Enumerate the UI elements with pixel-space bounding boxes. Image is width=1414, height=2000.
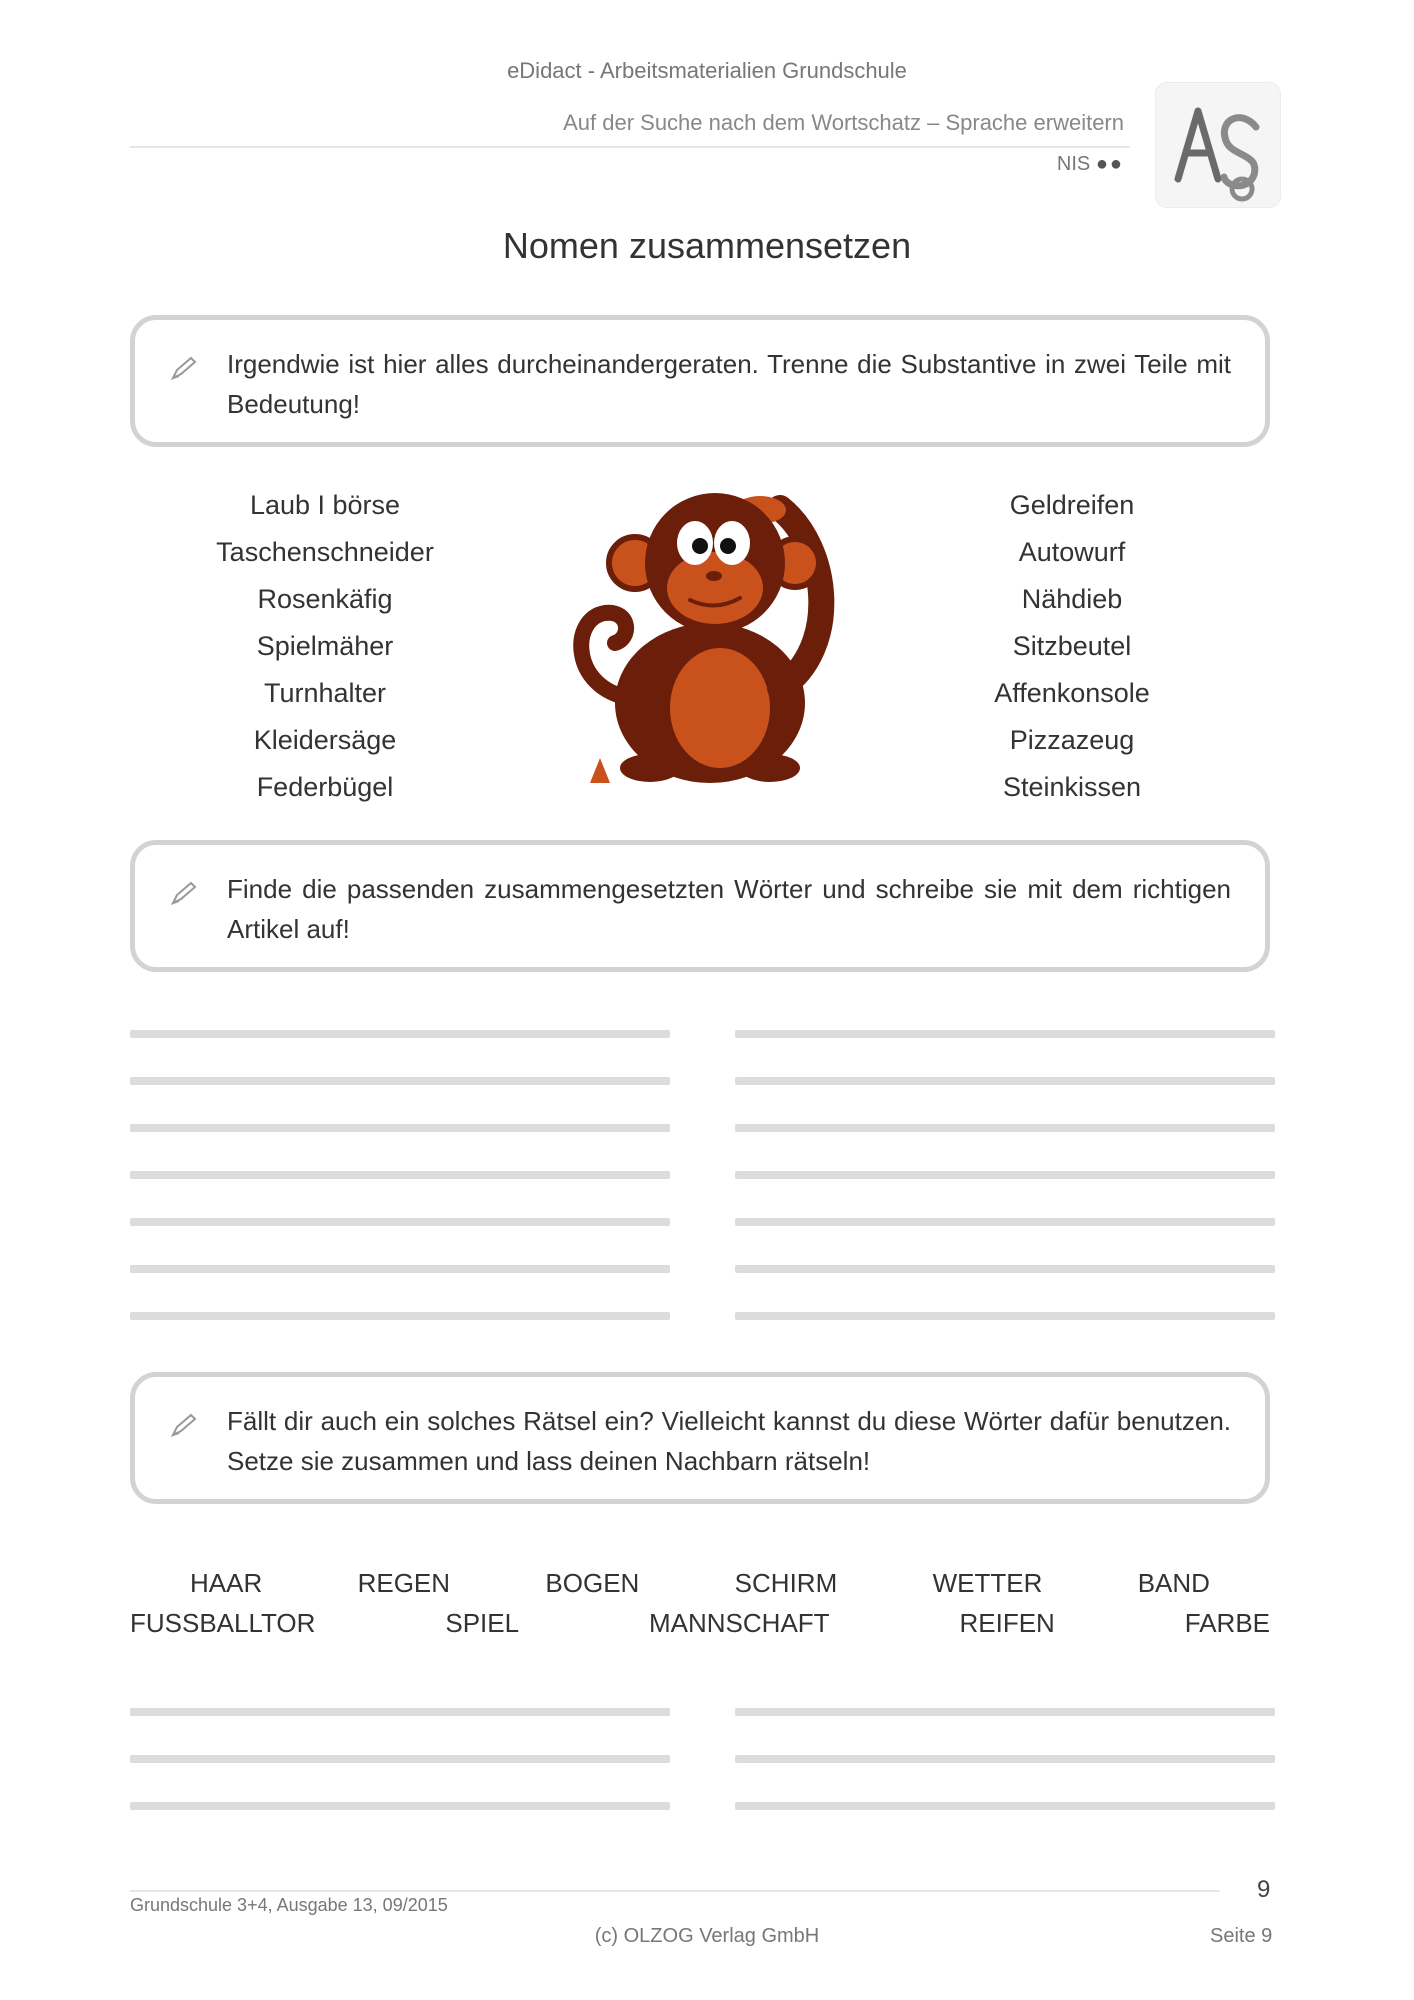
writing-line[interactable] <box>735 1077 1275 1085</box>
task-instruction-2: Finde die passenden zusammengesetzten Wörter und schreibe sie mit dem richtigen Artikel auf! <box>227 874 1231 944</box>
page-number: 9 <box>1257 1876 1271 1903</box>
writing-line[interactable] <box>735 1265 1275 1273</box>
pencil-icon <box>169 879 199 909</box>
word-item: Nähdieb <box>1021 584 1123 614</box>
task-box-1 <box>130 315 1270 447</box>
word-item: Laub I börse <box>249 490 401 520</box>
answer-lines-right <box>735 1030 1275 1359</box>
writing-line[interactable] <box>130 1802 670 1810</box>
copyright: (c) OLZOG Verlag GmbH <box>594 1925 820 1947</box>
writing-line[interactable] <box>130 1312 670 1320</box>
footer-divider <box>130 1890 1220 1892</box>
riddle-word: REGEN <box>357 1568 451 1598</box>
writing-line[interactable] <box>130 1030 670 1038</box>
riddle-word: WETTER <box>932 1568 1043 1598</box>
riddle-word: BOGEN <box>545 1568 640 1598</box>
word-item: Taschenschneider <box>216 537 434 567</box>
task-box-2 <box>130 840 1270 972</box>
riddle-word: SCHIRM <box>734 1568 838 1598</box>
word-item: Geldreifen <box>1009 490 1135 520</box>
publisher-logo <box>1155 82 1281 208</box>
answer-lines-left <box>130 1030 670 1359</box>
riddle-word: MANNSCHAFT <box>649 1608 830 1638</box>
task-instruction-1: Irgendwie ist hier alles durcheinandergeraten. Trenne die Substantive in zwei Teile mit Bedeutung! <box>227 349 1231 419</box>
page-title: Nomen zusammensetzen <box>502 225 912 266</box>
writing-line[interactable] <box>735 1124 1275 1132</box>
level-label: NIS <box>1056 153 1091 175</box>
monkey-icon <box>560 488 850 788</box>
writing-line[interactable] <box>735 1708 1275 1716</box>
word-item: Affenkonsole <box>994 678 1150 708</box>
word-item: Rosenkäfig <box>257 584 393 614</box>
riddle-word: HAAR <box>190 1568 263 1598</box>
riddle-word: REIFEN <box>959 1608 1055 1638</box>
writing-line[interactable] <box>130 1708 670 1716</box>
word-item: Sitzbeutel <box>1012 631 1132 661</box>
riddle-word: FARBE <box>1184 1608 1270 1638</box>
word-item: Turnhalter <box>263 678 387 708</box>
page-label: Seite 9 <box>1210 1925 1273 1947</box>
word-item: Spielmäher <box>256 631 394 661</box>
pencil-icon <box>169 1411 199 1441</box>
riddle-words-row-2 <box>130 1608 1270 1639</box>
publisher-line: eDidact - Arbeitsmaterialien Grundschule <box>507 58 907 83</box>
task-instruction-3: Fällt dir auch ein solches Rätsel ein? Vielleicht kannst du diese Wörter dafür benutzen. Setze sie zusammen und lass deinen Nachbarn rätseln! <box>227 1406 1231 1476</box>
writing-line[interactable] <box>130 1218 670 1226</box>
word-item: Steinkissen <box>1002 772 1142 802</box>
level-dots: ●● <box>1095 153 1124 175</box>
unit-subtitle: Auf der Suche nach dem Wortschatz – Sprache erweitern <box>563 110 1124 135</box>
writing-line[interactable] <box>735 1218 1275 1226</box>
writing-line[interactable] <box>130 1171 670 1179</box>
writing-line[interactable] <box>735 1802 1275 1810</box>
difficulty-level <box>1057 153 1124 176</box>
logo-icon <box>1156 83 1280 207</box>
writing-line[interactable] <box>130 1265 670 1273</box>
word-item: Kleidersäge <box>253 725 397 755</box>
pencil-icon <box>169 354 199 384</box>
edition-info: Grundschule 3+4, Ausgabe 13, 09/2015 <box>130 1895 448 1915</box>
monkey-illustration <box>560 488 850 788</box>
riddle-word: FUSSBALLTOR <box>130 1608 316 1638</box>
riddle-lines-left <box>130 1708 670 1849</box>
writing-line[interactable] <box>130 1077 670 1085</box>
scrambled-words-left <box>165 485 485 814</box>
task-box-3 <box>130 1372 1270 1504</box>
word-item: Federbügel <box>256 772 394 802</box>
scrambled-words-right <box>912 485 1232 814</box>
writing-line[interactable] <box>735 1755 1275 1763</box>
writing-line[interactable] <box>130 1755 670 1763</box>
writing-line[interactable] <box>735 1312 1275 1320</box>
word-item: Pizzazeug <box>1009 725 1135 755</box>
riddle-lines-right <box>735 1708 1275 1849</box>
writing-line[interactable] <box>735 1030 1275 1038</box>
riddle-words-row-1 <box>130 1568 1270 1599</box>
header-divider <box>130 146 1130 148</box>
writing-line[interactable] <box>130 1124 670 1132</box>
writing-line[interactable] <box>735 1171 1275 1179</box>
riddle-word: BAND <box>1137 1568 1210 1598</box>
word-item: Autowurf <box>1018 537 1126 567</box>
riddle-word: SPIEL <box>445 1608 520 1638</box>
